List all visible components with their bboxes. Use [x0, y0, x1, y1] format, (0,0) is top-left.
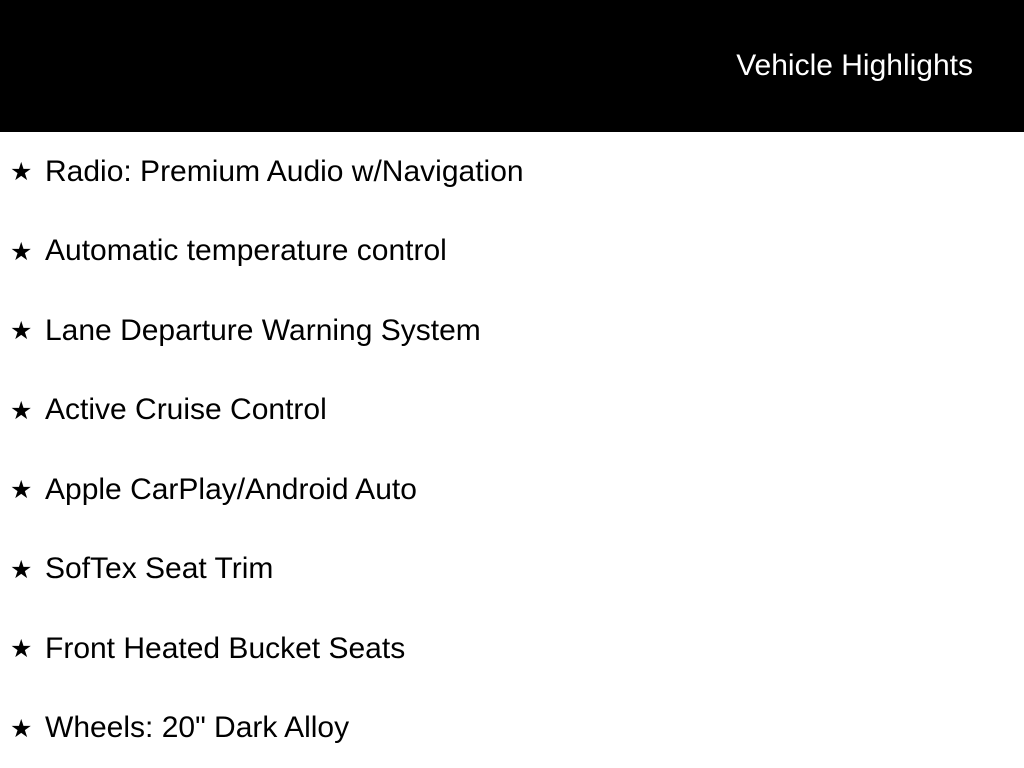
star-icon: ★ — [10, 713, 33, 743]
highlight-item — [0, 132, 1024, 212]
star-icon: ★ — [10, 554, 33, 584]
highlight-item — [0, 450, 1024, 530]
highlight-label: Automatic temperature control — [45, 234, 447, 268]
highlights-list — [0, 132, 1024, 768]
highlight-item — [0, 609, 1024, 689]
highlight-label: Front Heated Bucket Seats — [45, 631, 406, 665]
star-icon: ★ — [10, 157, 33, 187]
highlight-label: Radio: Premium Audio w/Navigation — [45, 154, 524, 188]
highlight-label: Lane Departure Warning System — [45, 313, 481, 347]
star-icon: ★ — [10, 236, 33, 266]
highlight-item — [0, 371, 1024, 451]
highlight-label: Active Cruise Control — [45, 393, 327, 427]
page-title: Vehicle Highlights — [736, 49, 973, 82]
highlight-item — [0, 530, 1024, 610]
star-icon: ★ — [10, 475, 33, 505]
star-icon: ★ — [10, 634, 33, 664]
star-icon: ★ — [10, 395, 33, 425]
highlight-label: Apple CarPlay/Android Auto — [45, 472, 417, 506]
star-icon: ★ — [10, 316, 33, 346]
header-bar — [0, 0, 1024, 132]
highlight-item — [0, 689, 1024, 768]
highlight-item — [0, 212, 1024, 292]
highlight-label: SofTex Seat Trim — [45, 552, 274, 586]
highlight-item — [0, 291, 1024, 371]
highlight-label: Wheels: 20" Dark Alloy — [45, 711, 350, 745]
